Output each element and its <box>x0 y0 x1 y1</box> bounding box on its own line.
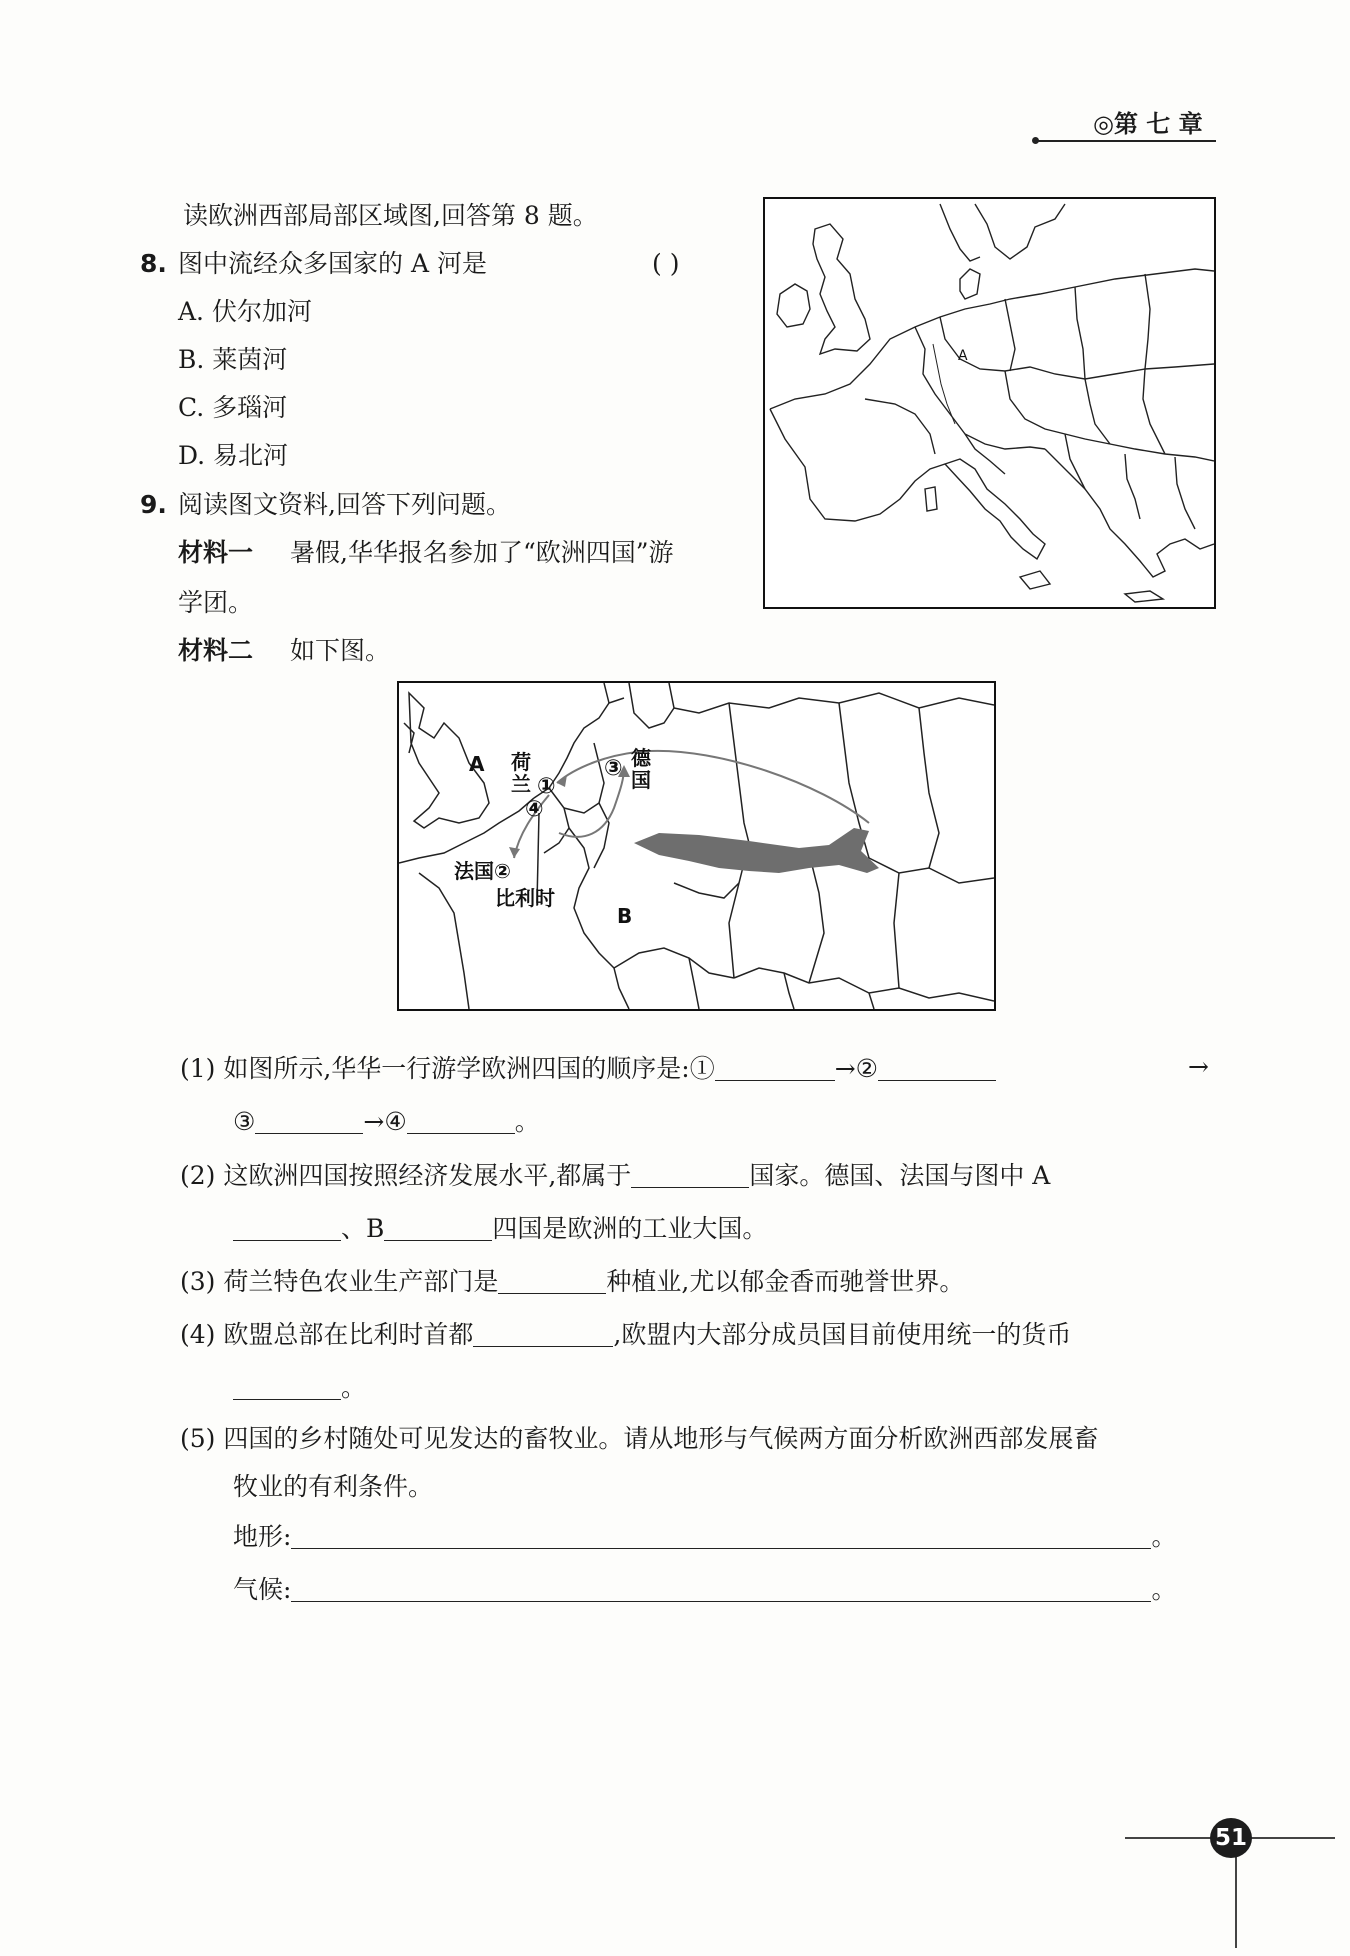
sub1-blank-3[interactable] <box>255 1107 363 1134</box>
label-stop-4: ④ <box>525 797 544 822</box>
intro-text: 读欧洲西部局部区域图,回答第 8 题。 <box>183 201 598 230</box>
sub2-text-c: 、B <box>341 1214 385 1243</box>
terrain-end: 。 <box>1151 1522 1177 1551</box>
climate-answer-line <box>233 1575 1176 1602</box>
sub4-text-c: 。 <box>341 1373 367 1402</box>
climate-blank[interactable] <box>291 1575 1151 1602</box>
sub5-line2: 牧业的有利条件。 <box>233 1472 434 1501</box>
western-europe-map <box>763 197 1216 609</box>
label-germany-de: 德 <box>631 746 651 770</box>
sub2-blank-b[interactable] <box>384 1214 492 1241</box>
sub2-text-d: 四国是欧洲的工业大国。 <box>492 1214 768 1243</box>
label-netherlands-lan: 兰 <box>511 772 531 796</box>
sub1-arrow-end: → <box>1188 1052 1209 1081</box>
material-one-text: 暑假,华华报名参加了“欧洲四国”游 <box>290 538 674 567</box>
chapter-header: ◎第 七 章 <box>1093 110 1203 138</box>
sub2-blank-1[interactable] <box>631 1161 749 1188</box>
q8-option-b[interactable]: B. 莱茵河 <box>178 345 288 374</box>
q8-option-a[interactable]: A. 伏尔加河 <box>178 297 312 326</box>
label-belgium: 比利时 <box>495 886 555 910</box>
sub2-line1 <box>180 1161 1050 1188</box>
sub4-blank-1[interactable] <box>473 1320 613 1347</box>
sub4-line1 <box>180 1320 1071 1347</box>
sub1-blank-4[interactable] <box>407 1107 515 1134</box>
sub1-blank-1[interactable] <box>715 1054 835 1081</box>
q8-option-d[interactable]: D. 易北河 <box>178 441 289 470</box>
climate-end: 。 <box>1151 1575 1177 1604</box>
label-germany-guo: 国 <box>631 768 651 792</box>
material-two-text: 如下图。 <box>290 636 391 665</box>
sub3-line <box>180 1267 964 1294</box>
climate-label: 气候: <box>233 1575 292 1604</box>
map1-label-a: A <box>958 348 968 364</box>
label-stop-3: ③ <box>604 756 623 781</box>
sub1-text-f: 。 <box>514 1107 540 1136</box>
terrain-blank[interactable] <box>291 1522 1151 1549</box>
q8-stem: 图中流经众多国家的 A 河是 <box>178 249 487 278</box>
sub1-text-a: (1) 如图所示,华华一行游学欧洲四国的顺序是:① <box>180 1054 715 1083</box>
sub4-blank-2[interactable] <box>233 1373 341 1400</box>
sub1-text-b: →② <box>834 1054 879 1083</box>
sub1-line1 <box>180 1054 996 1081</box>
map2-label-a: A <box>469 752 485 776</box>
terrain-label: 地形: <box>233 1522 292 1551</box>
sub4-text-a: (4) 欧盟总部在比利时首都 <box>180 1320 474 1349</box>
map2-drawing <box>399 683 994 1009</box>
material-one-label: 材料一 <box>178 538 254 567</box>
material-two-label: 材料二 <box>178 636 254 665</box>
q8-number: 8. <box>140 249 167 278</box>
sub4-line2 <box>233 1373 366 1400</box>
airplane-icon <box>634 828 879 873</box>
material-one-cont: 学团。 <box>178 588 254 617</box>
q9-number: 9. <box>140 490 167 519</box>
sub2-line2 <box>233 1214 767 1241</box>
q8-answer-paren: ( ) <box>652 249 680 278</box>
sub1-blank-2[interactable] <box>878 1054 996 1081</box>
sub2-text-b: 国家。德国、法国与图中 A <box>749 1161 1051 1190</box>
q9-stem: 阅读图文资料,回答下列问题。 <box>178 490 511 519</box>
sub1-text-d: ③ <box>233 1107 256 1136</box>
four-countries-route-map <box>397 681 996 1011</box>
map2-label-b: B <box>617 904 633 928</box>
q8-option-c[interactable]: C. 多瑙河 <box>178 393 288 422</box>
sub1-line2 <box>233 1107 540 1134</box>
page-number-badge: 51 <box>1210 1818 1252 1858</box>
label-france: 法国② <box>454 859 511 883</box>
label-stop-1: ① <box>537 774 556 799</box>
label-netherlands-he: 荷 <box>511 750 531 774</box>
sub3-text-a: (3) 荷兰特色农业生产部门是 <box>180 1267 499 1296</box>
map1-drawing <box>765 199 1214 607</box>
sub5-line1: (5) 四国的乡村随处可见发达的畜牧业。请从地形与气候两方面分析欧洲西部发展畜 <box>180 1424 1099 1453</box>
header-rule-dot <box>1032 137 1039 144</box>
header-rule <box>1036 140 1216 142</box>
sub3-text-b: 种植业,尤以郁金香而驰誉世界。 <box>606 1267 965 1296</box>
terrain-answer-line <box>233 1522 1176 1549</box>
sub4-text-b: ,欧盟内大部分成员国目前使用统一的货币 <box>613 1320 1072 1349</box>
sub2-blank-a[interactable] <box>233 1214 341 1241</box>
sub3-blank[interactable] <box>498 1267 606 1294</box>
sub1-text-e: →④ <box>363 1107 407 1136</box>
sub2-text-a: (2) 这欧洲四国按照经济发展水平,都属于 <box>180 1161 632 1190</box>
